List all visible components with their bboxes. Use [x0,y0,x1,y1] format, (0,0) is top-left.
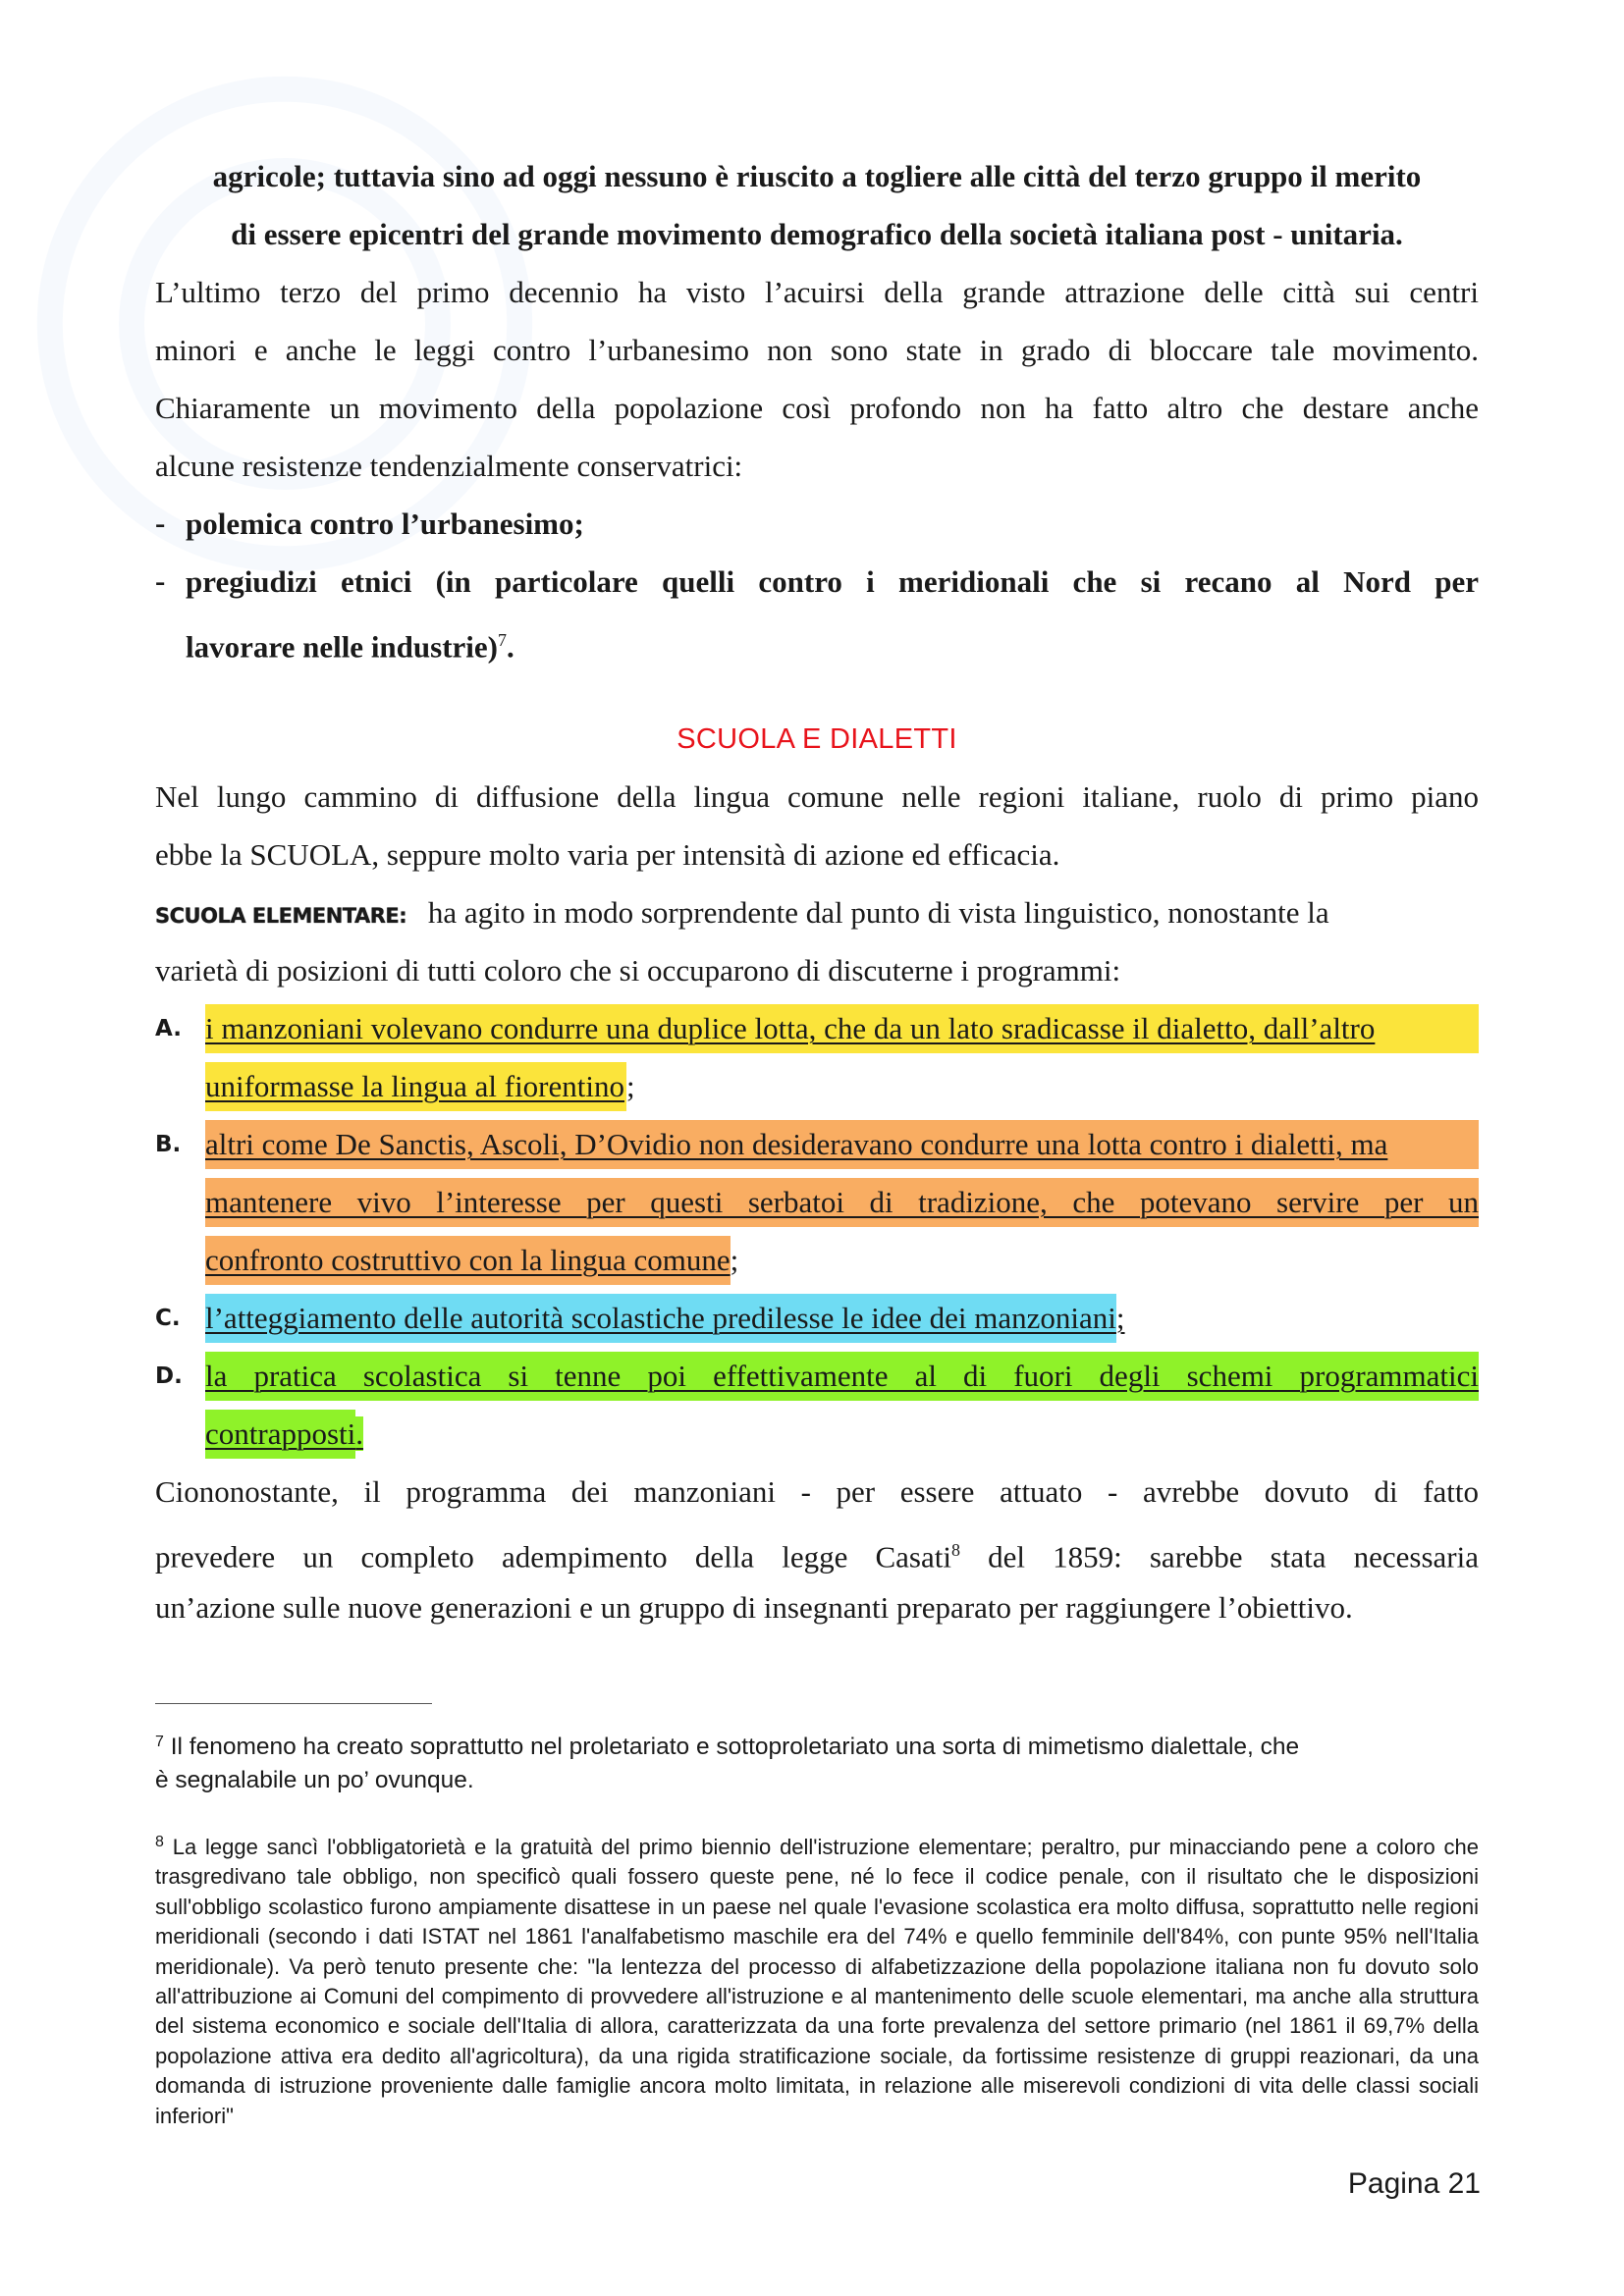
list-letter: C. [155,1306,181,1331]
footnote-number: 7 [155,1734,164,1750]
list-text: altri come De Sanctis, Ascoli, D’Ovidio non desideravano condurre una lotta contro i dialetti, ma [205,1127,1388,1161]
footnote-ref-8[interactable]: 8 [950,1540,960,1560]
footnote-separator [155,1703,432,1704]
list-text: i manzoniani volevano condurre una duplice lotta, che da un lato sradicasse il dialetto, dall’altro [205,1011,1376,1045]
intro-line-1: agricole; tuttavia sino ad oggi nessuno è riuscito a togliere alle città del terzo gruppo il merito [212,159,1422,193]
bullet-text: lavorare nelle industrie) [186,629,498,665]
para-line: alcune resistenze tendenzialmente conservatrici: [155,449,743,483]
label-line [155,893,1479,935]
watermark-logo [29,69,540,579]
scuola-elementare-label: SCUOLA ELEMENTARE: [155,904,407,928]
footnote-7 [155,1726,1479,1797]
bullet-item: polemica contro l’urbanesimo; [186,507,584,541]
list-text: uniformasse la lingua al fiorentino [205,1062,626,1111]
list-text: confronto costruttivo con la lingua comune [205,1236,731,1285]
footnote-number: 8 [155,1834,164,1850]
list-text: mantenere vivo l’interesse per questi serbatoi di tradizione, che potevano servire per un [205,1185,1479,1219]
closing-text: del 1859: sarebbe stata necessaria [959,1539,1479,1575]
closing-line-2 [155,1530,1479,1576]
footnote-text: Il fenomeno ha creato soprattutto nel proletariato e sottoproletariato una sorta di mimetismo dialettale, che [170,1734,1300,1760]
bullet-marker: - [155,563,166,598]
para-line: Chiaramente un movimento della popolazione così profondo non ha fatto altro che destare anche [155,391,1479,425]
closing-line: un’azione sulle nuove generazioni e un gruppo di insegnanti preparato per raggiungere l’obiettivo. [155,1590,1353,1625]
footnote-8 [155,1828,1479,2131]
bullet-item-cont [186,620,1479,667]
list-text: la pratica scolastica si tenne poi effettivamente al di fuori degli schemi programmatici [205,1359,1479,1393]
footnote-text: La legge sancì l'obbligatorietà e la gratuità del primo biennio dell'istruzione elementare; peraltro, pur minacciando pene a coloro che trasgredivano tale obbligo, non specificò quali fossero queste pene, né lo fece il codice penale, con il risultato che le disposizioni sull'obbligo scolastico furono ampiamente disattese in un paese nel quale l'evasione scolastica era molto diffusa, soprattutto nelle regioni meridionali (secondo i dati ISTAT nel 1861 l'analfabetismo maschile era del 74% e quello femminile dell'84%, con punte 95% nell'Italia meridionale). Va però tenuto presente che: "la lentezza del processo di alfabetizzazione della popolazione italiana non fu dovuto solo all'attribuzione ai Comuni del compimento di provvedere all'istruzione e al mantenimento delle scuole elementari, ma anche alla struttura del sistema economico e sociale dell'Italia di allora, caratterizzata da una forte prevalenza del settore primario (nel 1861 il 69,7% della popolazione attiva era dedito all'agricoltura), da una rigida stratificazione sociale, da fortissime resistenze di gruppi reazionari, da una domanda di istruzione proveniente dalle famiglie ancora molto limitata, in relazione alle miserevoli condizioni di vita delle classi sociali inferiori" [155,1835,1479,2128]
closing-line: Ciononostante, il programma dei manzoniani - per essere attuato - avrebbe dovuto di fatto [155,1474,1479,1509]
list-tail: ; [730,1243,739,1277]
list-text: contrapposti [205,1410,355,1459]
list-tail: ; [1115,1301,1125,1335]
list-text: l’atteggiamento delle autorità scolastiche predilesse le idee dei manzoniani [205,1294,1116,1343]
bullet-item: pregiudizi etnici (in particolare quelli contro i meridionali che si recano al Nord per [186,564,1479,599]
page-number: Pagina 21 [1347,2167,1481,2200]
list-letter: A. [155,1016,182,1041]
footnote-text: è segnalabile un po’ ovunque. [155,1767,474,1793]
section-para-line: varietà di posizioni di tutti coloro che si occuparono di discuterne i programmi: [155,953,1121,988]
para-line: minori e anche le leggi contro l’urbanesimo non sono state in grado di bloccare tale movimento. [155,333,1479,367]
intro-line-2: di essere epicentri del grande movimento demografico della società italiana post - unitaria. [231,217,1403,251]
bullet-marker: - [155,506,166,540]
section-title: SCUOLA E DIALETTI [677,723,957,755]
para-line: L’ultimo terzo del primo decennio ha visto l’acuirsi della grande attrazione delle città sui centri [155,275,1479,309]
closing-text: prevedere un completo adempimento della legge Casati [155,1539,951,1575]
list-tail: ; [626,1069,635,1103]
label-line-text: ha agito in modo sorprendente dal punto di vista linguistico, nonostante la [427,895,1329,930]
list-tail: . [355,1416,363,1451]
bullet-end: . [507,629,514,665]
list-letter: D. [155,1363,183,1389]
section-para-line: Nel lungo cammino di diffusione della lingua comune nelle regioni italiane, ruolo di primo piano [155,779,1479,814]
footnote-ref-7[interactable]: 7 [498,630,507,650]
list-letter: B. [155,1132,182,1157]
section-para-line: ebbe la SCUOLA, seppure molto varia per intensità di azione ed efficacia. [155,837,1060,872]
